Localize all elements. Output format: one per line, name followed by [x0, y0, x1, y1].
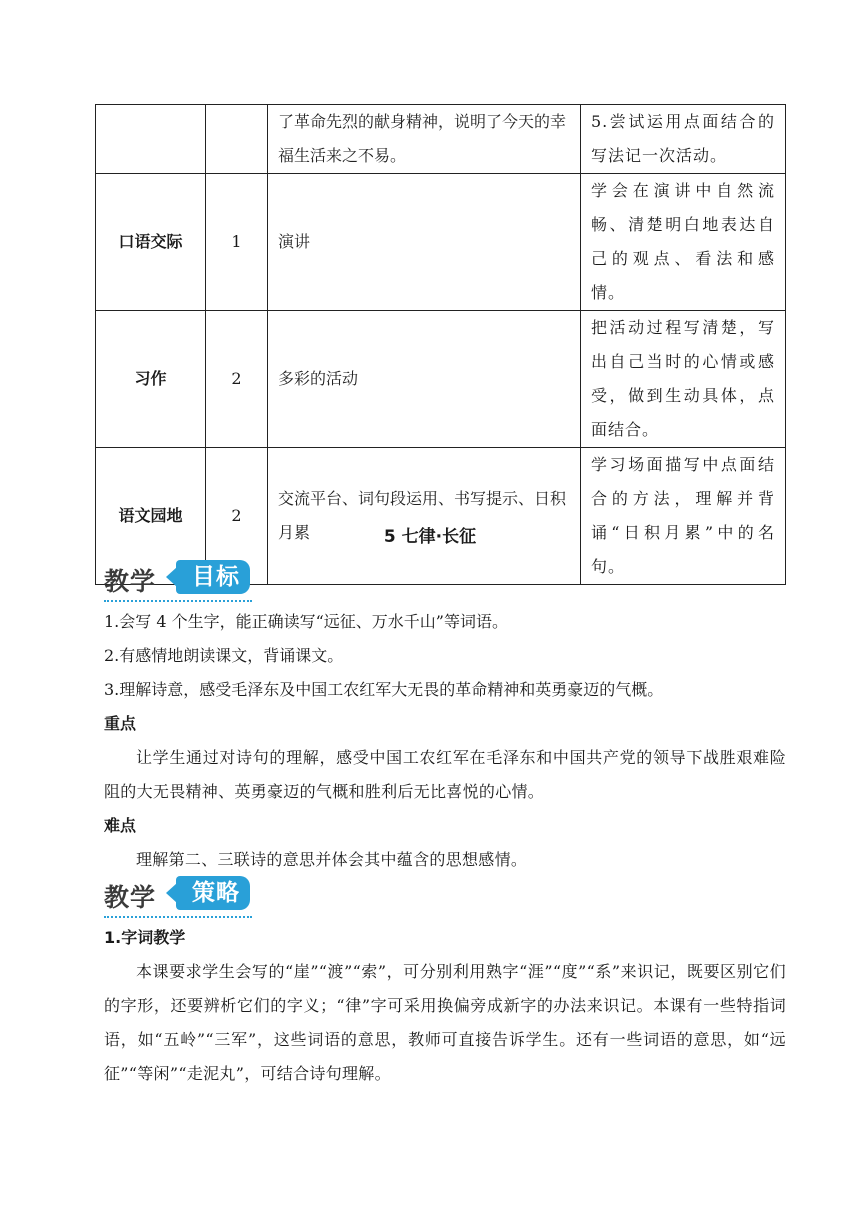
content-cell: 演讲: [268, 174, 581, 311]
banner-label-right: 目标: [176, 560, 250, 594]
section-name-cell: 口语交际: [96, 174, 206, 311]
content-cell: 了革命先烈的献身精神，说明了今天的幸福生活来之不易。: [268, 105, 581, 174]
table-row: [96, 174, 786, 311]
hours-cell: [206, 105, 268, 174]
goal-cell: 把活动过程写清楚，写出自己当时的心情或感受，做到生动具体，点面结合。: [581, 311, 786, 448]
strategy-paragraph: 本课要求学生会写的“崖”“渡”“索”，可分别利用熟字“涯”“度”“系”来识记，既要区别它们的字形，还要辨析它们的字义；“律”字可采用换偏旁成新字的办法来识记。本课有一些特指词语，如“五岭”“三军”，这些词语的意思，教师可直接告诉学生。还有一些词语的意思，如“远征”“等闲”“走泥丸”，可结合诗句理解。: [104, 962, 786, 1083]
section-name-cell: 语文园地: [96, 448, 206, 585]
difficulty-text: 理解第二、三联诗的意思并体会其中蕴含的思想感情。: [136, 850, 528, 869]
banner-label-left: 教学: [104, 567, 157, 596]
unit-plan-table: [95, 104, 786, 585]
difficulty-heading: 难点: [104, 816, 137, 835]
strategy-banner: [104, 876, 254, 916]
key-point-heading: 重点: [104, 714, 137, 733]
content-cell: 多彩的活动: [268, 311, 581, 448]
objective-item: 3.理解诗意，感受毛泽东及中国工农红军大无畏的革命精神和英勇豪迈的气概。: [104, 680, 664, 699]
table-row: [96, 311, 786, 448]
goal-cell: 学会在演讲中自然流畅、清楚明白地表达自己的观点、看法和感情。: [581, 174, 786, 311]
hours-cell: 2: [206, 448, 268, 585]
key-point-text: 让学生通过对诗句的理解，感受中国工农红军在毛泽东和中国共产党的领导下战胜艰难险阻的大无畏精神、英勇豪迈的气概和胜利后无比喜悦的心情。: [104, 748, 786, 801]
section-name-cell: [96, 105, 206, 174]
objective-item: 2.有感情地朗读课文，背诵课文。: [104, 646, 344, 665]
table-row: [96, 105, 786, 174]
hours-cell: 1: [206, 174, 268, 311]
lesson-title: 5 七律·长征: [383, 527, 477, 547]
section-name-cell: 习作: [96, 311, 206, 448]
goal-cell: 学习场面描写中点面结合的方法，理解并背诵“日积月累”中的名句。: [581, 448, 786, 585]
hours-cell: 2: [206, 311, 268, 448]
banner-dotted-line: [104, 916, 252, 918]
banner-label-right: 策略: [176, 876, 250, 910]
banner-dotted-line: [104, 600, 252, 602]
objective-item: 1.会写 4 个生字，能正确读写“远征、万水千山”等词语。: [104, 612, 508, 631]
objectives-banner: [104, 560, 254, 600]
goal-cell: 5.尝试运用点面结合的写法记一次活动。: [581, 105, 786, 174]
banner-label-left: 教学: [104, 883, 157, 912]
strategy-subheading: 1.字词教学: [104, 928, 186, 947]
content-cell: 交流平台、词句段运用、书写提示、日积月累: [268, 448, 581, 585]
